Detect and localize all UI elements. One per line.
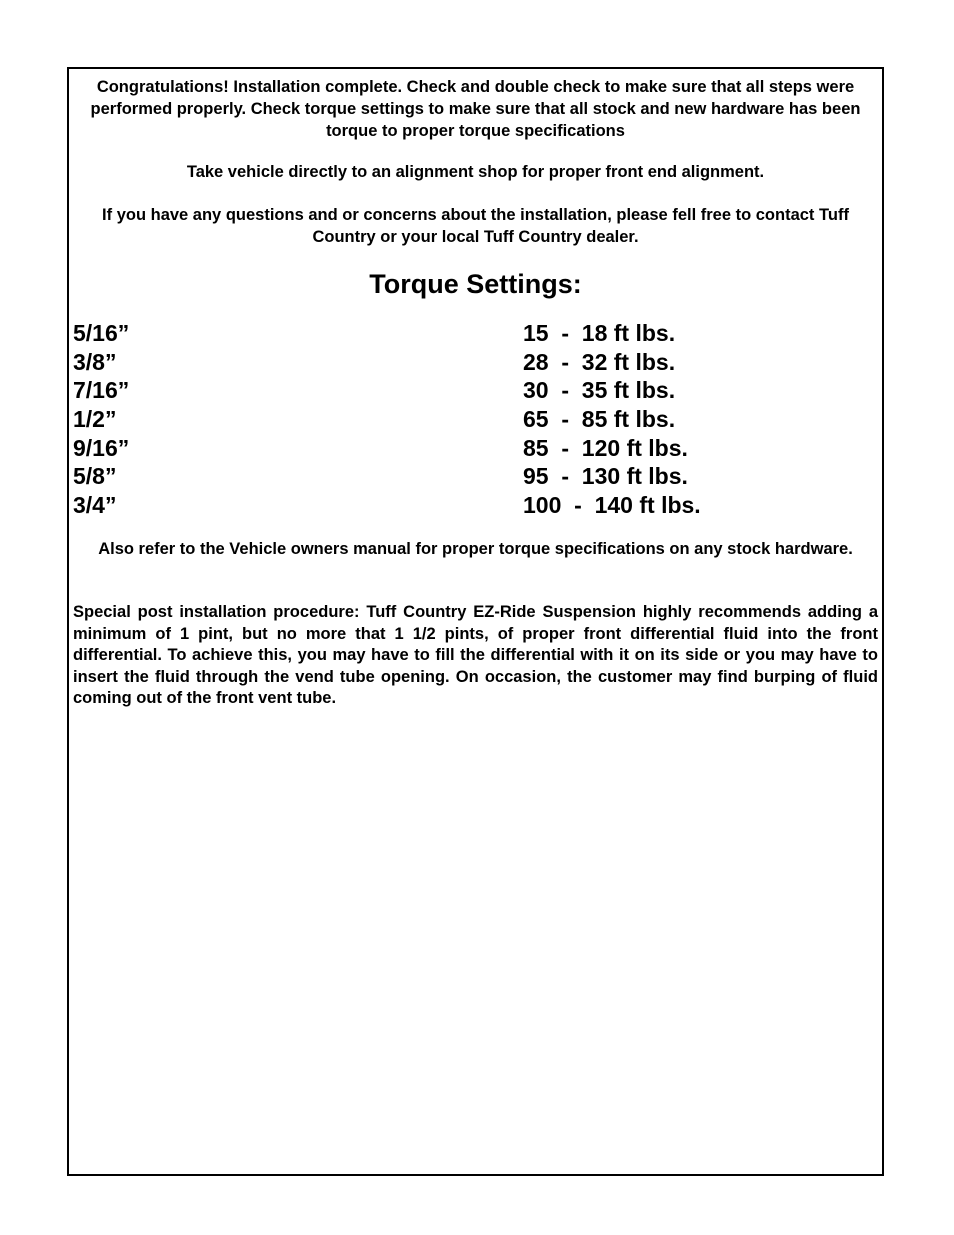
torque-size: 3/4”	[73, 492, 117, 519]
torque-value: 28 - 32 ft lbs.	[523, 348, 676, 375]
torque-value: 65 - 85 ft lbs.	[523, 406, 676, 433]
torque-value: 85 - 120 ft lbs.	[523, 434, 688, 461]
torque-row	[73, 348, 873, 377]
torque-table	[73, 319, 873, 520]
congratulations-paragraph: Congratulations! Installation complete. Check and double check to make sure that all steps were performed properly. Check torque settings to make sure that all stock and new hardware has been torque to proper torque specifications	[90, 78, 861, 140]
torque-row	[73, 405, 873, 434]
alignment-paragraph: Take vehicle directly to an alignment shop for proper front end alignment.	[186, 163, 765, 181]
torque-value: 15 - 18 ft lbs.	[523, 320, 676, 346]
torque-size: 5/16”	[73, 320, 130, 346]
torque-size: 1/2”	[73, 406, 117, 433]
torque-row	[73, 376, 873, 405]
torque-size: 5/8”	[73, 463, 117, 490]
questions-paragraph: If you have any questions and or concerns about the installation, please fell free to contact Tuff Country or your local Tuff Country dealer.	[102, 206, 849, 246]
torque-size: 9/16”	[73, 434, 130, 461]
torque-row	[73, 434, 873, 463]
torque-row	[73, 491, 873, 520]
torque-size: 7/16”	[73, 377, 130, 404]
torque-row	[73, 319, 873, 348]
torque-value: 30 - 35 ft lbs.	[523, 377, 676, 404]
torque-row	[73, 462, 873, 491]
torque-settings-title: Torque Settings:	[369, 269, 582, 299]
torque-value: 95 - 130 ft lbs.	[523, 463, 688, 490]
torque-size: 3/8”	[73, 348, 117, 375]
torque-value: 100 - 140 ft lbs.	[523, 492, 701, 519]
instruction-frame	[67, 67, 884, 1176]
special-procedure-paragraph: Special post installation procedure: Tuff Country EZ-Ride Suspension highly recommends adding a minimum of 1 pint, but no more that 1 1/2 pints, of proper front differential fluid into the front differential. To achieve this, you may have to fill the differential with it on its side or you may have to insert the fluid through the vend tube opening. On occasion, the customer may find burping of fluid coming out of the front vent tube.	[73, 603, 878, 708]
manual-note-paragraph: Also refer to the Vehicle owners manual for proper torque specifications on any stock hardware.	[98, 540, 853, 558]
